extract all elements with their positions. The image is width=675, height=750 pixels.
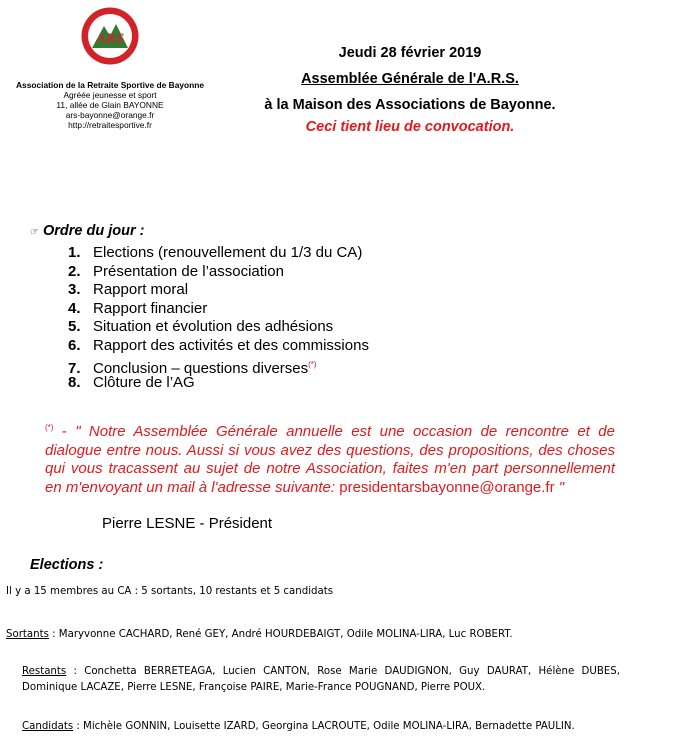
- agenda-heading: [30, 223, 144, 239]
- sortants-label: Sortants: [6, 629, 49, 640]
- organization-name: Association de la Retraite Sportive de Bayonne: [15, 80, 205, 90]
- agenda-item-text: Présentation de l’association: [93, 262, 284, 280]
- agenda-item-text: Situation et évolution des adhésions: [93, 318, 334, 336]
- restants-names: : Conchetta BERRETEAGA, Lucien CANTON, Rose Marie DAUDIGNON, Guy DAURAT, Hélène DUBES, Dominique LACAZE, Pierre LESNE, Françoise PAIRE, Marie-France POUGNAND, Pierre POUX.: [22, 666, 620, 693]
- meeting-title: Assemblée Générale de l'A.R.S.: [301, 71, 519, 87]
- note-text: " Notre Assemblée Générale annuelle est une occasion de rencontre et de dialogue entre nous. Aussi si vous avez des questions, des propositions, des choses qui vous tracassent au sujet de notre Association, faites m'en part personnellement en m'envoyant un mail à l'adresse suivante:: [45, 423, 615, 496]
- agenda-item: [68, 356, 369, 375]
- note-marker: (*): [45, 423, 54, 432]
- meeting-date: Jeudi 28 février 2019: [338, 45, 482, 61]
- sortants-names: : Maryvonne CACHARD, René GEY, André HOURDEBAIGT, Odile MOLINA-LIRA, Luc ROBERT.: [48, 629, 513, 640]
- restants-line: [22, 664, 620, 696]
- president-email: presidentarsbayonne@orange.fr: [339, 478, 555, 496]
- agenda-list: [68, 244, 369, 393]
- agenda-item-number: 6.: [68, 336, 81, 354]
- logo-letters: ARS: [95, 31, 125, 47]
- organization-block: [10, 80, 210, 130]
- convocation-notice: Ceci tient lieu de convocation.: [305, 119, 515, 135]
- agenda-item-number: 7.: [68, 359, 81, 377]
- organization-approval: Agréée jeunesse et sport: [63, 90, 157, 100]
- agenda-item-text: Rapport des activités et des commissions: [93, 336, 369, 354]
- president-note: [45, 419, 615, 497]
- agenda-item-number: 4.: [68, 299, 81, 317]
- agenda-item: [68, 318, 369, 337]
- agenda-item-text: Rapport moral: [93, 281, 189, 299]
- agenda-item: [68, 337, 369, 356]
- note-closing: ": [554, 478, 565, 496]
- organization-email: ars-bayonne@orange.fr: [65, 110, 155, 120]
- restants-label: Restants: [22, 666, 67, 677]
- agenda-item: [68, 300, 369, 319]
- agenda-item-text: Conclusion – questions diverses: [93, 359, 309, 377]
- agenda-item-number: 5.: [68, 318, 81, 336]
- sortants-line: [6, 627, 513, 643]
- organization-address: 11, allée de Glain BAYONNE: [56, 100, 164, 110]
- agenda-item-text: Clôture de l’AG: [93, 374, 195, 392]
- candidats-label: Candidats: [22, 721, 74, 732]
- agenda-item-number: 2.: [68, 262, 81, 280]
- candidats-names: : Michèle GONNIN, Louisette IZARD, Georgina LACROUTE, Odile MOLINA-LIRA, Bernadette PAULIN.: [73, 721, 575, 732]
- agenda-item-number: 8.: [68, 374, 81, 392]
- agenda-item: [68, 244, 369, 263]
- agenda-item-number: 1.: [68, 244, 81, 261]
- footnote-marker: (*): [308, 359, 317, 369]
- ars-logo: [80, 6, 140, 66]
- agenda-item-text: Elections (renouvellement du 1/3 du CA): [93, 244, 363, 261]
- elections-summary: Il y a 15 membres au CA : 5 sortants, 10 restants et 5 candidats: [6, 586, 334, 597]
- organization-website: http://retraitesportive.fr: [68, 120, 152, 130]
- agenda-item-number: 3.: [68, 281, 81, 299]
- candidats-line: [22, 719, 575, 735]
- agenda-item: [68, 281, 369, 300]
- agenda-item: [68, 263, 369, 282]
- agenda-heading-text: Ordre du jour :: [42, 223, 145, 239]
- note-dash: -: [53, 423, 76, 440]
- signature: Pierre LESNE - Président: [102, 515, 273, 532]
- pointing-hand-icon: ☞: [30, 227, 39, 238]
- meeting-place: à la Maison des Associations de Bayonne.: [264, 97, 556, 113]
- agenda-item-text: Rapport financier: [93, 299, 208, 317]
- elections-heading: Elections :: [30, 557, 104, 573]
